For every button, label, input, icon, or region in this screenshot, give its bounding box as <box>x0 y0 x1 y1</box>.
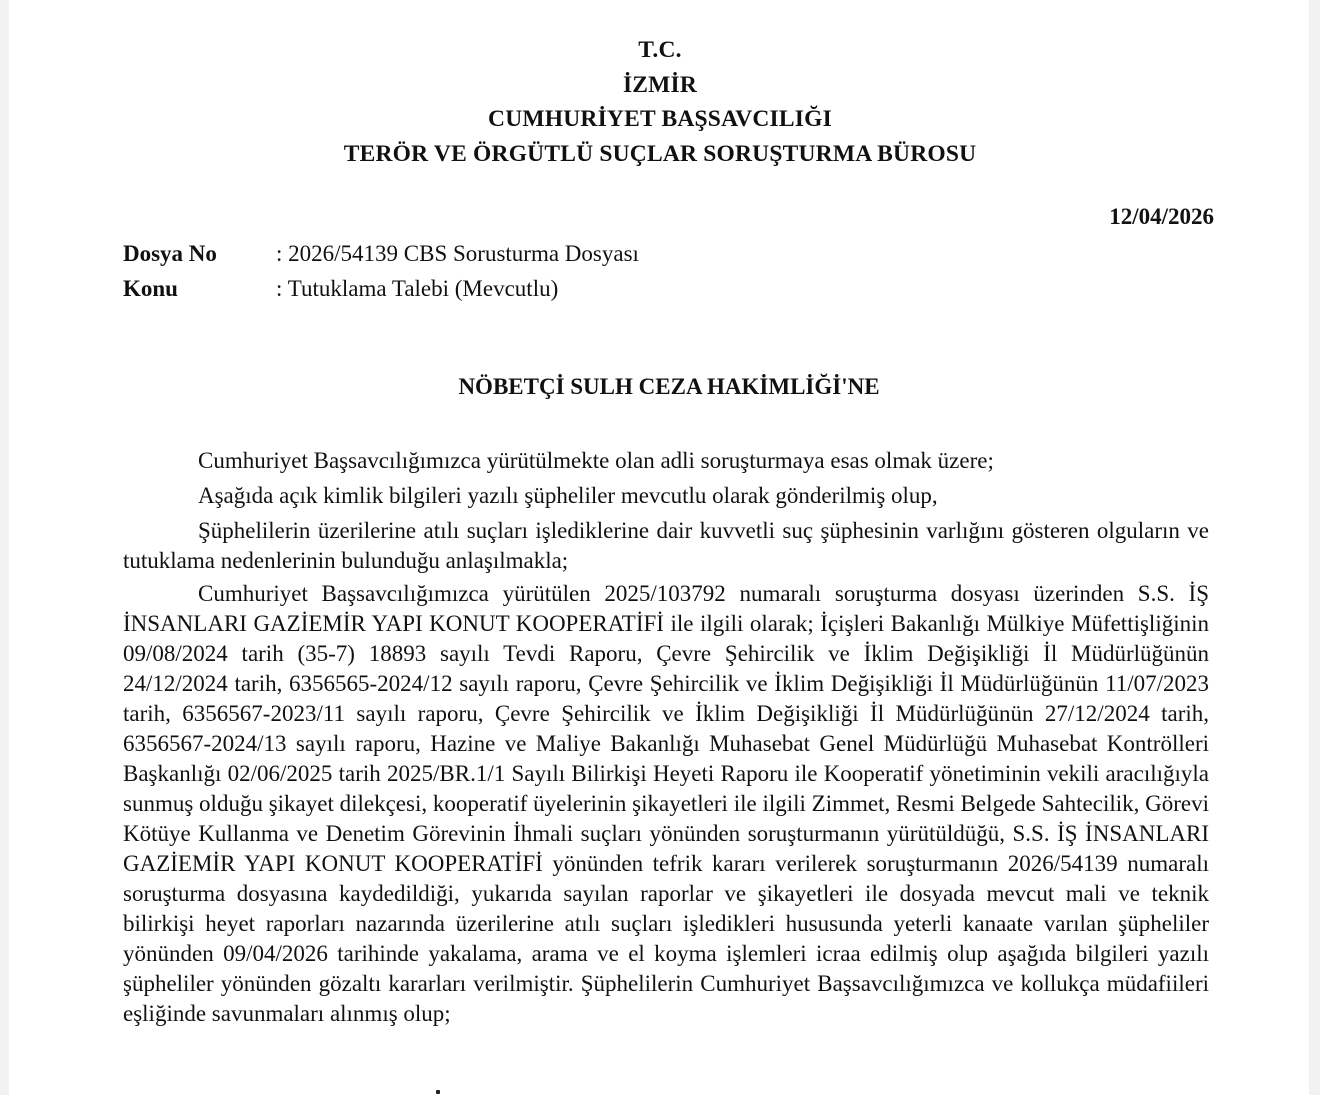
document-date: 12/04/2026 <box>1109 204 1214 229</box>
file-number-value: : 2026/54139 CBS Sorusturma Dosyası <box>276 241 639 266</box>
file-number-row <box>123 241 639 267</box>
subject-row <box>123 276 558 302</box>
subject-value: : Tutuklama Talebi (Mevcutlu) <box>276 276 559 301</box>
paragraph-2: Aşağıda açık kimlik bilgileri yazılı şüpheliler mevcutlu olarak gönderilmiş olup, <box>198 483 938 508</box>
header-line-office: CUMHURİYET BAŞSAVCILIĞI <box>488 106 832 132</box>
paragraph-1: Cumhuriyet Başsavcılığımızca yürütülmekte olan adli soruşturmaya esas olmak üzere; <box>198 448 994 473</box>
document-header <box>0 33 1320 171</box>
subject-label: Konu <box>123 276 178 301</box>
document-body <box>123 446 1209 1029</box>
cut-off-next-line <box>436 1090 440 1094</box>
paragraph-4: Cumhuriyet Başsavcılığımızca yürütülen 2025/103792 numaralı soruşturma dosyası üzerinden S.S. İŞ İNSANLARI GAZİEMİR YAPI KONUT KOOPERATİFİ ile ilgili olarak; İçişleri Bakanlığı Mülkiye Müfettişliğinin 09/08/2024 tarih (35-7) 18893 sayılı Tevdi Raporu, Çevre Şehircilik ve İklim Değişikliği İl Müdürlüğünün 24/12/2024 tarih, 6356565-2024/12 sayılı raporu, Çevre Şehircilik ve İklim Değişikliği İl Müdürlüğünün 11/07/2023 tarih, 6356567-2023/11 sayılı raporu, Çevre Şehircilik ve İklim Değişikliği İl Müdürlüğünün 27/12/2024 tarih, 6356567-2024/13 sayılı raporu, Hazine ve Maliye Bakanlığı Muhasebat Genel Müdürlüğü Muhasebat Kontrölleri Başkanlığı 02/06/2025 tarih 2025/BR.1/1 Sayılı Bilirkişi Heyeti Raporu ile Kooperatif yönetiminin vekili aracılığıyla sunmuş olduğu şikayet dilekçesi, kooperatif üyelerinin şikayetleri ile ilgili Zimmet, Resmi Belgede Sahtecilik, Görevi Kötüye Kullanma ve Denetim Görevinin İhmali suçları yönünden soruşturmanın yürütüldüğü, S.S. İŞ İNSANLARI GAZİEMİR YAPI KONUT KOOPERATİFİ yönünden tefrik kararı verilerek soruşturmanın 2026/54139 numaralı soruşturma dosyasına kaydedildiği, yukarıda sayılan raporlar ve şikayetleri ile dosyada mevcut mali ve teknik bilirkişi heyet raporları nazarında üzerilerine atılı suçları işledikleri hususunda yeterli kanaate varılan şüpheliler yönünden 09/04/2026 tarihinde yakalama, arama ve el koyma işlemleri icraa edilmiş olup aşağıda bilgileri yazılı şüpheliler yönünden gözaltı kararları verilmiştir. Şüphelilerin Cumhuriyet Başsavcılığımızca ve kollukça müdafiileri eşliğinde savunmaları alınmış olup; <box>123 581 1209 1026</box>
file-number-label: Dosya No <box>123 241 217 266</box>
header-line-bureau: TERÖR VE ÖRGÜTLÜ SUÇLAR SORUŞTURMA BÜROSU <box>343 140 977 167</box>
header-line-tc: T.C. <box>638 37 682 63</box>
header-line-city: İZMİR <box>622 71 698 98</box>
paragraph-3: Şüphelilerin üzerilerine atılı suçları işlediklerine dair kuvvetli suç şüphesinin varlığını gösteren olguların ve tutuklama nedenlerinin bulunduğu anlaşılmakla; <box>123 518 1209 573</box>
addressee-heading: NÖBETÇİ SULH CEZA HAKİMLİĞİ'NE <box>458 374 880 399</box>
